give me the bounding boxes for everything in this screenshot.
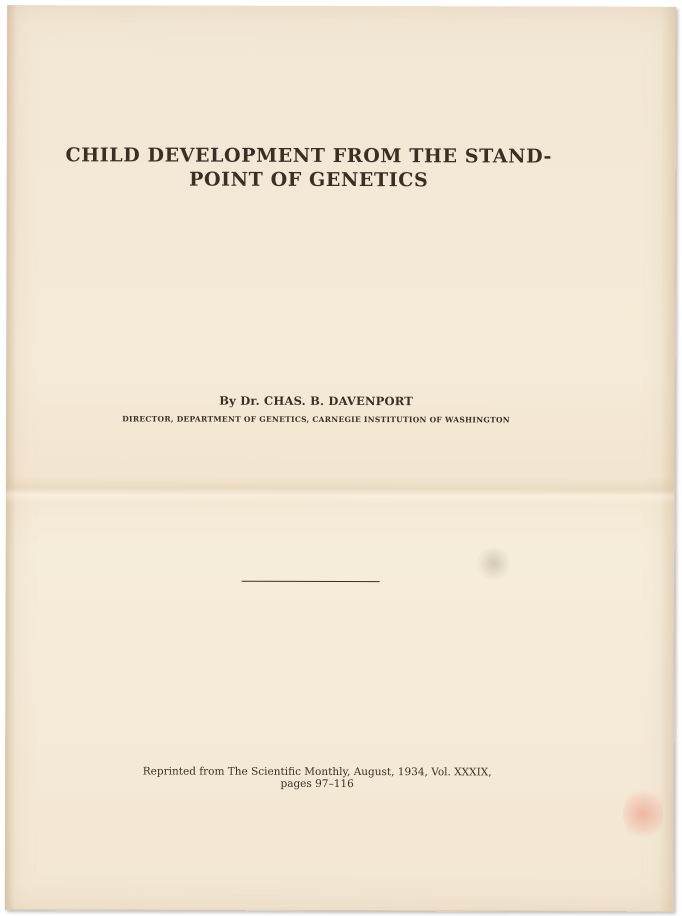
author-affiliation: DIRECTOR, DEPARTMENT OF GENETICS, CARNEGIE INSTITUTION OF WASHINGTON xyxy=(122,414,510,425)
reprint-line-2: pages 97–116 xyxy=(280,777,354,791)
separator-rule xyxy=(242,581,380,582)
title-line-1: CHILD DEVELOPMENT FROM THE STAND- xyxy=(65,144,553,168)
title-line-2: POINT OF GENETICS xyxy=(189,168,429,192)
document-title xyxy=(7,143,611,193)
pamphlet-cover xyxy=(5,5,676,912)
edge-wear xyxy=(659,7,675,911)
red-stain xyxy=(623,785,663,843)
reprint-line-1: Reprinted from The Scientific Monthly, August, 1934, Vol. XXXIX, xyxy=(142,765,492,779)
fold-crease xyxy=(6,475,674,505)
author-byline: By Dr. CHAS. B. DAVENPORT xyxy=(219,393,414,409)
reprint-note xyxy=(5,765,629,791)
foxing-stain xyxy=(476,546,512,580)
